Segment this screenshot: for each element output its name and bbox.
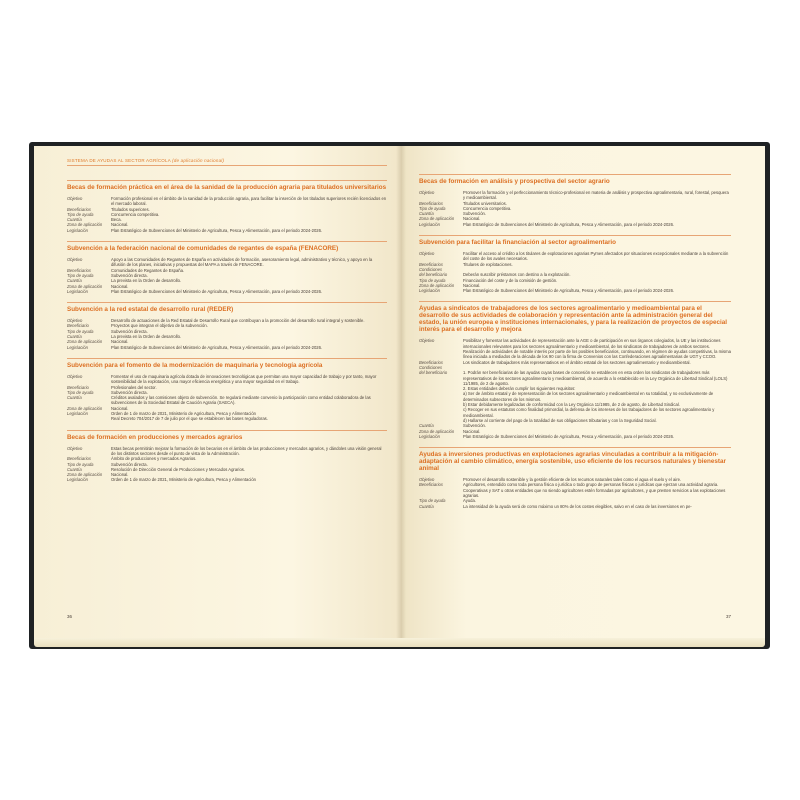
section-title: Subvención a la red estatal de desarrollo rural (REDER) xyxy=(67,302,387,313)
header-sub: (de aplicación nacional) xyxy=(172,158,225,163)
field-value: Orden de 1 de marzo de 2021, Ministerio de Agricultura, Pesca y Alimentación xyxy=(111,411,257,417)
field-value: Realización de actividades de notable interés por parte de los posibles beneficiarios, continuando, en régimen de ayudas competitivas, la misma línea iniciada a mediados de la década de los 90 con la firma de Convenios con las Confederaciones agroalimentarias de UGT y CCOO. xyxy=(463,349,731,360)
field-value: Plan Estratégico de Subvenciones del Ministerio de Agricultura, Pesca y Alimentación, para el periodo 2024-2026. xyxy=(463,433,675,439)
page-edges xyxy=(34,638,765,647)
field-value: Financiación del coste y de la comisión de gestión. xyxy=(463,277,558,283)
field-value: Subvención directa. xyxy=(111,328,148,334)
field-label: Cuantía xyxy=(419,423,434,429)
field-value: Créditos avalados y las comisiones objeto de subvención. Se regulará mediante convenio la participación como entidad colaboradora de las subvenciones de la Sociedad Estatal de Caución Agraria (SAECA). xyxy=(111,395,371,406)
section-title: Subvención para el fomento de la modernización de maquinaria y tecnología agrícola xyxy=(67,358,387,369)
field-value: Nacional. xyxy=(111,222,129,228)
right-page xyxy=(401,146,765,638)
section-title: Subvención a la federación nacional de comunidades de regantes de españa (FENACORE) xyxy=(67,241,387,252)
aid-section xyxy=(67,180,387,233)
field-row xyxy=(67,395,387,406)
field-row xyxy=(419,391,731,402)
field-row xyxy=(419,407,731,418)
field-value: Desarrollo de actuaciones de la Red Estatal de Desarrollo Rural que contribuyan a la promoción del desarrollo rural integral y sostenible. xyxy=(111,318,365,324)
field-label: Legislación xyxy=(67,477,88,483)
field-value: Nacional. xyxy=(111,339,129,345)
book-gutter xyxy=(396,146,406,638)
field-label: Beneficiarios xyxy=(67,456,91,462)
field-label: Cuantía xyxy=(67,278,82,284)
section-title: Becas de formación en análisis y prospectiva del sector agrario xyxy=(419,174,731,185)
field-label: Legislación xyxy=(67,344,88,350)
running-header xyxy=(67,158,387,166)
field-value: c) Recoger en sus estatutos como finalidad primordial, la defensa de los intereses de los trabajadores de los sectores agroalimentario y medioambiental. xyxy=(463,407,715,418)
field-row xyxy=(419,288,731,293)
field-label: Legislación xyxy=(67,288,88,294)
field-value: Plan Estratégico de Subvenciones del Ministerio de Agricultura, Pesca y Alimentación, para el periodo 2024-2026. xyxy=(463,221,675,227)
field-value: Subvención directa. xyxy=(111,272,148,278)
field-value: Nacional. xyxy=(463,216,481,222)
right-sections xyxy=(419,174,731,509)
field-value: Agricultores, entendido como toda persona física o jurídica o todo grupo de personas físicas o jurídicas que ejerzan una actividad agraria. Cooperativas y SAT u otras entidades que no siendo agricultores estén formadas por agricultores, y que presten servicios a las explotaciones agrarias. xyxy=(463,482,726,498)
field-label: Cuantía xyxy=(419,503,434,509)
field-value: La prevista en la Orden de desarrollo. xyxy=(111,334,182,340)
field-value: Plan Estratégico de Subvenciones del Ministerio de Agricultura, Pesca y Alimentación, para el periodo 2024-2026. xyxy=(111,227,323,233)
field-label: Tipo de ayuda xyxy=(67,461,94,467)
field-label: Objetivo xyxy=(67,196,83,201)
field-row xyxy=(67,228,387,233)
field-label: Cuantía xyxy=(419,211,434,217)
field-value: Nacional. xyxy=(111,472,129,478)
page-number-right: 37 xyxy=(725,614,731,619)
field-value: Plan Estratégico de Subvenciones del Ministerio de Agricultura, Pesca y Alimentación, para el periodo 2024-2026. xyxy=(111,344,323,350)
field-row xyxy=(419,338,731,349)
field-label: Tipo de ayuda xyxy=(419,205,446,211)
aid-section xyxy=(67,302,387,350)
field-value: Titulares de explotaciones. xyxy=(463,261,513,267)
field-value: Facilitar el acceso al crédito a los titulares de explotaciones agrarias Pymes afectados por situaciones excepcionales mediante a la subvención del coste de los avales necesarios. xyxy=(463,251,729,262)
field-row xyxy=(67,289,387,294)
field-label: Tipo de ayuda xyxy=(419,498,446,504)
field-value: Profesionales del sector. xyxy=(111,384,157,390)
field-value: b) Estar debidamente legalizadas de conformidad con la Ley Orgánica 11/1985, de 2 de agosto, de Libertad Sindical. xyxy=(463,402,680,408)
field-row xyxy=(419,190,731,201)
section-title: Becas de formación práctica en el área de la sanidad de la producción agraria para titulados universitarios xyxy=(67,180,387,191)
field-row xyxy=(419,349,731,360)
field-label: Condiciones xyxy=(419,364,443,370)
field-value: 2. Estas entidades deberán cumplir los siguientes requisitos: xyxy=(463,386,576,392)
field-label xyxy=(419,349,463,360)
field-row xyxy=(419,222,731,227)
field-label: Objetivo xyxy=(419,190,435,195)
aid-section xyxy=(67,241,387,294)
field-label: del beneficiario xyxy=(419,272,448,278)
section-title: Subvención para facilitar la financiación al sector agroalimentario xyxy=(419,235,731,246)
field-row xyxy=(67,416,387,421)
field-label: Zona de aplicación xyxy=(67,472,103,478)
field-value: Subvención. xyxy=(463,423,487,429)
field-row xyxy=(67,446,387,457)
field-value: Subvención directa. xyxy=(111,461,148,467)
field-label: Beneficiarios xyxy=(419,200,443,206)
field-value: Fomentar el uso de maquinaria agrícola dotada de innovaciones tecnológicas que permitan una mayor capacidad de trabajo y por tanto, mayor sostenibilidad de la explotación, una mayor eficiencia energética y una mayor seguridad en el trabajo. xyxy=(111,373,377,385)
field-row xyxy=(419,504,731,509)
field-label xyxy=(67,416,111,421)
field-value: Promover el desarrollo sostenible y la gestión eficiente de los recursos naturales tales como el agua el suelo y el aire. xyxy=(463,477,682,483)
left-page xyxy=(34,146,401,638)
field-label: Objetivo xyxy=(67,257,83,263)
field-value: Beca. xyxy=(111,217,122,223)
section-title: Ayudas a inversiones productivas en explotaciones agrarias vinculadas a contribuir a la mitigación-adaptación al cambio climático, energía sostenible, uso eficiente de los recursos naturales y bienestar animal xyxy=(419,447,731,472)
field-row xyxy=(67,374,387,385)
field-value: Nacional. xyxy=(111,283,129,289)
field-label: Legislación xyxy=(419,221,440,227)
field-value: 1. Podrán ser beneficiarias de las ayudas cuyas bases de concesión se establecen en esta orden los sindicatos de trabajadores más representativos de los sectores agroalimentario y medioambiental, de acuerdo a lo establecido en la Ley Orgánica de Libertad Sindical (LOLS) 11/1985, de 2 de agosto. xyxy=(463,370,728,386)
field-label: Cuantía xyxy=(67,334,82,340)
field-label: Objetivo xyxy=(67,373,83,379)
field-value: Ámbito de producciones y mercados Agrarios. xyxy=(111,456,197,462)
field-value: Estas becas permitirán mejorar la formación de los becarios en el ámbito de las producciones y mercados agrarios, y dándoles una visión general de los distintos sectores desde el punto de vista de la Administración. xyxy=(111,445,382,456)
field-label: Zona de aplicación xyxy=(67,405,103,411)
aid-section xyxy=(67,358,387,422)
field-label: Zona de aplicación xyxy=(67,339,103,345)
field-label: Beneficiarios xyxy=(67,267,91,273)
field-label xyxy=(419,407,463,418)
field-value: Titulados superiores. xyxy=(111,206,150,212)
field-value: La prevista en la Orden de desarrollo. xyxy=(111,278,182,284)
field-value: Proyectos que integran el objetivo de la subvención. xyxy=(111,323,208,329)
aid-section xyxy=(419,235,731,293)
field-value: Nacional. xyxy=(463,428,481,434)
field-value: Plan Estratégico de Subvenciones del Ministerio de Agricultura, Pesca y Alimentación, para el periodo 2024-2026. xyxy=(111,288,323,294)
field-value: Plan Estratégico de Subvenciones del Ministerio de Agricultura, Pesca y Alimentación, para el periodo 2024-2026. xyxy=(463,288,675,294)
field-value: Ayuda. xyxy=(463,498,476,504)
field-row xyxy=(419,370,731,386)
field-value: a) Ser de ámbito estatal y de representación de los sectores agroalimentario y medioambiental en su totalidad, y no exclusivamente de determinados subsectores de los mismos. xyxy=(463,391,714,402)
field-label: Objetivo xyxy=(419,338,435,344)
aid-section xyxy=(67,430,387,483)
field-label: Zona de aplicación xyxy=(419,428,455,434)
field-value: d) Hallarse al corriente del pago de la totalidad de sus obligaciones tributarias y con la Seguridad Social. xyxy=(463,417,657,423)
field-value: La intensidad de la ayuda será de como máximo un 80% de los costes elegibles, salvo en el caso de las inversiones en pe- xyxy=(463,503,692,509)
field-value: Promover la formación y el perfeccionamiento técnico-profesional en materia de análisis y prospectiva agroalimentaria, rural, forestal, pesquera y medioambiental. xyxy=(463,190,729,201)
field-label: Zona de aplicación xyxy=(67,222,103,228)
section-title: Becas de formación en producciones y mercados agrarios xyxy=(67,430,387,441)
field-value: Nacional. xyxy=(463,282,481,288)
field-value: Apoyo a las Comunidades de Regantes de España en actividades de formación, asesoramiento legal, administrativo y técnico, y apoyo en la difusión de los planes, iniciativas y propuestas del MAPA a través de FENACORE. xyxy=(111,257,373,268)
field-value: Subvención directa. xyxy=(111,389,148,395)
field-label: Tipo de ayuda xyxy=(67,328,94,334)
field-label: Tipo de ayuda xyxy=(67,211,94,217)
field-value: Deberán suscribir préstamos con destino a la explotación. xyxy=(463,272,571,278)
field-label: Beneficiarios xyxy=(419,359,443,365)
field-row xyxy=(67,257,387,268)
field-label: Beneficiario xyxy=(67,384,89,390)
field-label: Objetivo xyxy=(419,251,435,257)
page-number-left: 36 xyxy=(67,614,73,619)
field-label: Tipo de ayuda xyxy=(67,272,94,278)
field-label: Legislación xyxy=(419,433,440,439)
aid-section xyxy=(419,301,731,439)
field-row xyxy=(67,345,387,350)
field-label: Objetivo xyxy=(67,318,83,324)
field-label: Cuantía xyxy=(67,395,82,401)
field-value: Titulados universitarios. xyxy=(463,200,507,206)
field-value: Concurrencia competitiva. xyxy=(463,205,512,211)
field-label: Zona de aplicación xyxy=(419,216,455,222)
field-label: Beneficiario xyxy=(67,323,89,329)
field-row xyxy=(419,251,731,262)
field-value: Comunidades de Regantes de España. xyxy=(111,267,185,273)
field-value: Resolución de Dirección General de Producciones y Mercados Agrarios. xyxy=(111,466,246,472)
aid-section xyxy=(419,447,731,509)
aid-section xyxy=(419,174,731,227)
field-value: Los sindicatos de trabajadores más representativos en el ámbito estatal de los sectores agroalimentario y medioambiental. xyxy=(463,359,691,365)
field-label: Objetivo xyxy=(419,477,435,483)
field-label: Cuantía xyxy=(67,217,82,223)
field-value: Subvención. xyxy=(463,211,487,217)
field-label xyxy=(419,391,463,402)
field-label: Condiciones xyxy=(419,266,443,272)
field-label: Legislación xyxy=(67,411,88,417)
field-row xyxy=(419,482,731,498)
field-label: Beneficiarios xyxy=(419,482,443,488)
section-title: Ayudas a sindicatos de trabajadores de los sectores agroalimentario y medioambiental para el desarrollo de sus actividades de colaboración y representación ante la administración general del estado, la unión europea e instituciones internacionales, y para la realización de proyectos de especial interés para el desarrollo y mejora xyxy=(419,301,731,333)
field-value: Formación profesional en el ámbito de la sanidad de la producción agraria, para facilitar la inserción de los titulados superiores recién licenciados en el mercado laboral. xyxy=(111,196,387,207)
field-label: Legislación xyxy=(67,227,88,233)
field-label: Tipo de ayuda xyxy=(67,389,94,395)
left-sections xyxy=(67,180,387,483)
field-row xyxy=(67,196,387,207)
field-label: Zona de aplicación xyxy=(419,282,455,288)
field-label: Legislación xyxy=(419,288,440,294)
field-value: Real Decreto 704/2017 de 7 de julio por el que se establecen las bases reguladoras. xyxy=(111,416,268,422)
field-value: Posibilitar y fomentar las actividades de representación ante la AGE o de participación en sus órganos colegiados, la UE y las instituciones internacionales relevantes para los sectores agroalimentario y medioambiental, de los sindicatos de trabajadores de ambos sectores. xyxy=(463,338,721,349)
field-value: Orden de 1 de marzo de 2021, Ministerio de Agricultura, Pesca y Alimentación xyxy=(111,477,257,483)
field-row xyxy=(419,434,731,439)
field-label: Objetivo xyxy=(67,445,83,451)
field-value: Concurrencia competitiva. xyxy=(111,211,160,217)
field-row xyxy=(67,477,387,482)
field-label: Beneficiarios xyxy=(419,261,443,267)
header-main: SISTEMA DE AYUDAS AL SECTOR AGRÍCOLA xyxy=(67,158,171,163)
field-label: Zona de aplicación xyxy=(67,283,103,289)
field-label: del beneficiario xyxy=(419,370,448,376)
field-label: Cuantía xyxy=(67,466,82,472)
field-label: Beneficiarios xyxy=(67,206,91,212)
field-value: Nacional. xyxy=(111,405,129,411)
field-label: Tipo de ayuda xyxy=(419,277,446,283)
